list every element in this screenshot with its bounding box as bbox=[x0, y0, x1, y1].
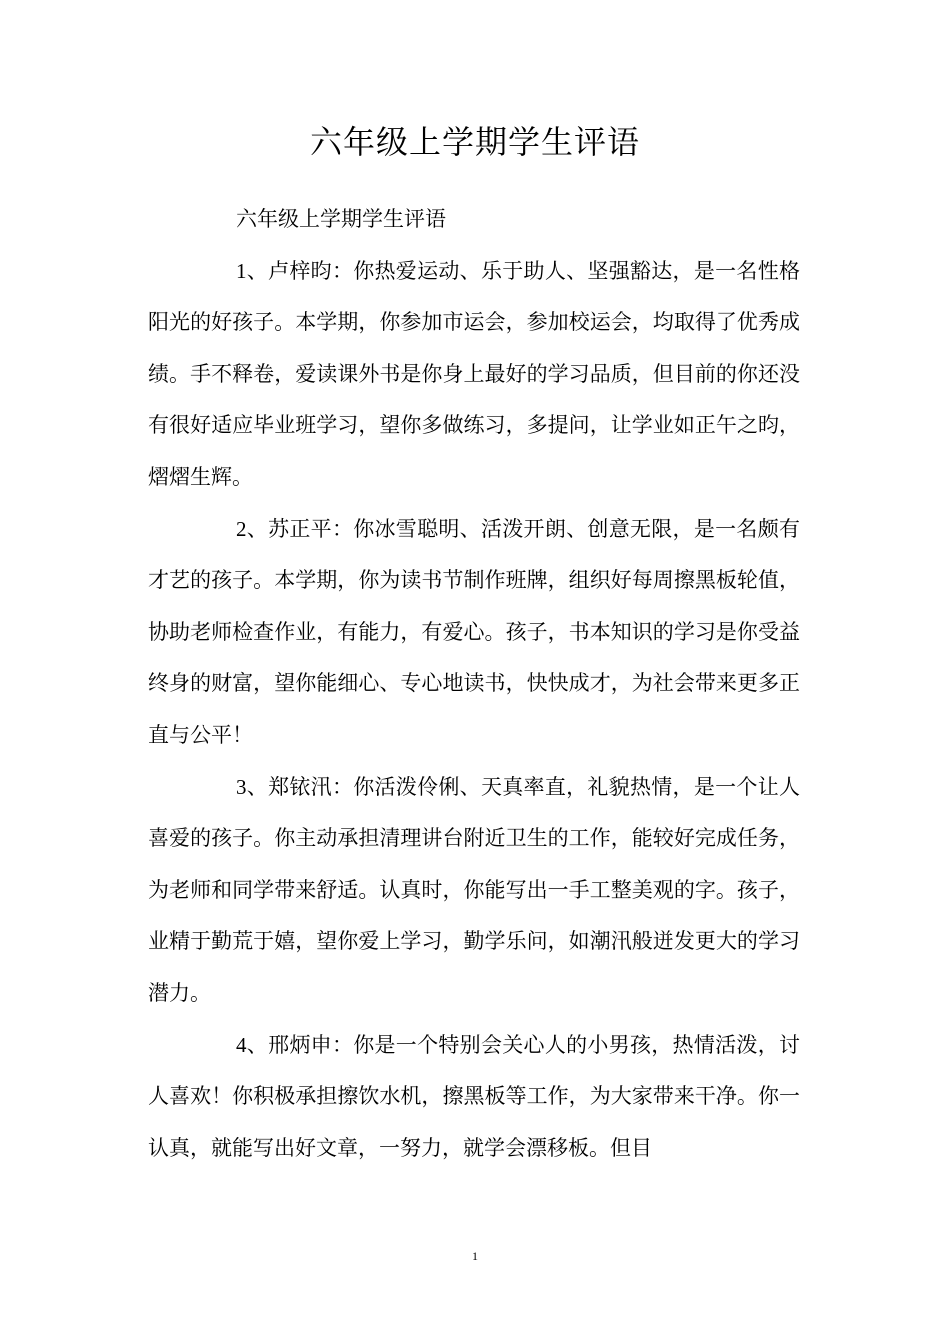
subtitle-text: 六年级上学期学生评语 bbox=[236, 207, 446, 231]
comment-number: 4 bbox=[236, 1032, 247, 1057]
page-number: 1 bbox=[472, 1249, 478, 1263]
comment-paragraph-4 bbox=[148, 1020, 800, 1175]
comment-text: 、卢梓昀：你热爱运动、乐于助人、坚强豁达，是一名性格阳光的好孩子。本学期，你参加市运会，参加校运会，均取得了优秀成绩。手不释卷，爱读课外书是你身上最好的学习品质，但目前的你还没有很好适应毕业班学习，望你多做练习，多提问，让学业如正午之昀，熠熠生辉。 bbox=[148, 258, 800, 489]
comment-paragraph-3 bbox=[148, 762, 800, 1020]
comment-number: 2 bbox=[236, 516, 247, 541]
comment-number: 1 bbox=[236, 258, 247, 283]
comment-text: 、邢炳申：你是一个特别会关心人的小男孩，热情活泼，讨人喜欢！你积极承担擦饮水机，擦黑板等工作，为大家带来干净。你一认真，就能写出好文章，一努力，就学会漂移板。但目 bbox=[148, 1032, 800, 1160]
comment-text: 、郑铱汛：你活泼伶俐、天真率直，礼貌热情，是一个让人喜爱的孩子。你主动承担清理讲台附近卫生的工作，能较好完成任务，为老师和同学带来舒适。认真时，你能写出一手工整美观的字。孩子，业精于勤荒于嬉，望你爱上学习，勤学乐问，如潮汛般迸发更大的学习潜力。 bbox=[148, 774, 800, 1005]
comment-paragraph-1 bbox=[148, 246, 800, 504]
document-body bbox=[148, 194, 800, 1174]
comment-text: 、苏正平：你冰雪聪明、活泼开朗、创意无限，是一名颇有才艺的孩子。本学期，你为读书节制作班牌，组织好每周擦黑板轮值，协助老师检查作业，有能力，有爱心。孩子，书本知识的学习是你受益终身的财富，望你能细心、专心地读书，快快成才，为社会带来更多正直与公平！ bbox=[148, 516, 800, 747]
comment-paragraph-2 bbox=[148, 504, 800, 762]
document-title: 六年级上学期学生评语 bbox=[309, 123, 640, 161]
comment-number: 3 bbox=[236, 774, 247, 799]
subtitle-paragraph bbox=[148, 194, 800, 246]
